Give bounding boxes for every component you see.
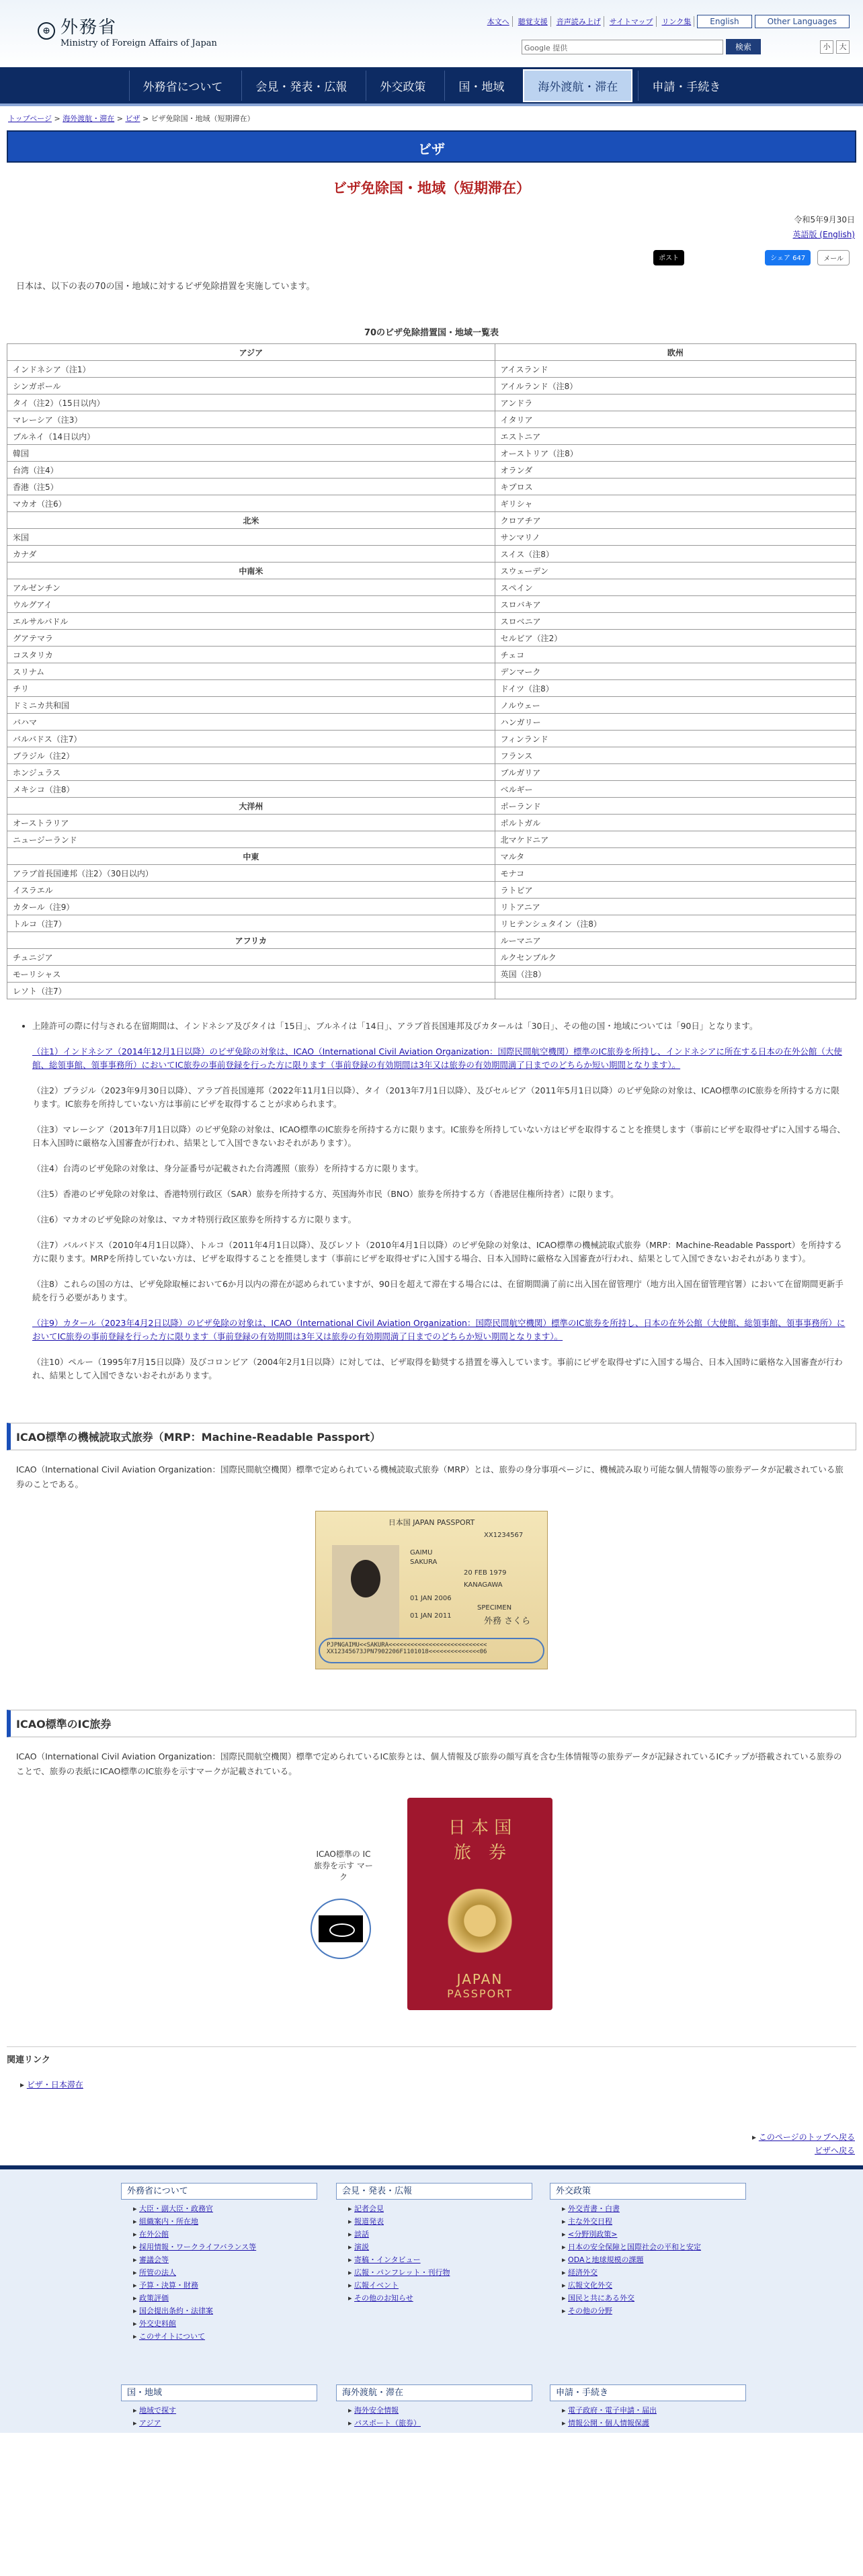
footer-link-text[interactable]: 演説 (354, 2243, 370, 2251)
region-header-cell: 中南米 (7, 563, 495, 579)
europe-cell: スロバキア (495, 596, 856, 613)
europe-cell: ハンガリー (495, 714, 856, 731)
footer-link[interactable]: ▸ 談話 (348, 2230, 370, 2239)
europe-cell: ベルギー (495, 781, 856, 798)
page-return-links: ▸ このページのトップへ戻る ビザへ戻る (751, 2132, 855, 2155)
related-link-visa[interactable]: ビザ・日本滞在 (26, 2080, 83, 2089)
ic-passport-cover (407, 1798, 552, 2010)
footer-link[interactable]: ▸ その他の分野 (562, 2307, 613, 2315)
breadcrumb-travel[interactable]: 海外渡航・滞在 (63, 114, 115, 123)
english-button[interactable]: English (697, 15, 751, 28)
pp-photo (332, 1545, 399, 1639)
footer-link-text[interactable]: 採用情報・ワークライフバランス等 (139, 2243, 257, 2251)
footer-link[interactable]: ▸ 主な外交日程 (562, 2217, 613, 2226)
pp-number: XX1234567 (484, 1532, 524, 1539)
table-row (7, 983, 856, 999)
english-version-link[interactable]: 英語版 (English) (792, 230, 855, 239)
pp-surname: GAIMU (410, 1549, 433, 1556)
note-7: （注7）バルバドス（2010年4月1日以降）、トルコ（2011年4月1日以降）、及びレソト（2010年4月1日以降）のビザ免除の対象は、ICAO標準の機械読取式旅券（MRP：Machine-Readable Passport）を所持する方に限ります。MRPを所持していない方は、ビザを取得することを推奨します（事前にビザを取得せずに入国する場合、日本入国時に厳格な入国審査が行われ、結果として入国できないおそれがあります）。 (32, 1240, 842, 1263)
europe-cell: キプロス (495, 479, 856, 495)
cover-subtitle: 旅 券 (453, 1843, 506, 1863)
footer-link[interactable]: ▸ 外交史料館 (133, 2319, 177, 2328)
asia-cell: オーストラリア (7, 815, 495, 831)
ic-heading: ICAO標準のIC旅券 (7, 1710, 856, 1737)
table-row (7, 781, 856, 798)
footer-column (550, 2384, 746, 2429)
asia-cell: カナダ (7, 546, 495, 563)
site-header (0, 0, 863, 67)
footer-link[interactable]: ▸ 報道発表 (348, 2217, 384, 2226)
table-row (7, 731, 856, 747)
asia-cell: スリナム (7, 663, 495, 680)
footer-link[interactable]: ▸ 所管の法人 (133, 2268, 177, 2277)
asia-cell: グアテマラ (7, 630, 495, 647)
pp-signature: 外務 さくら (484, 1616, 531, 1626)
nav-policy[interactable]: 外交政策 (366, 71, 439, 101)
footer-link[interactable]: ▸ 演説 (348, 2243, 370, 2251)
asia-cell: モーリシャス (7, 966, 495, 983)
asia-cell: アルゼンチン (7, 579, 495, 596)
europe-cell: サンマリノ (495, 529, 856, 546)
europe-cell: フランス (495, 747, 856, 764)
mrz-line-1: PJPNGAIMU<<SAKURA<<<<<<<<<<<<<<<<<<<<<<<<<<< (327, 1642, 487, 1649)
footer-link-text[interactable]: 広報イベント (354, 2281, 399, 2290)
footer-link[interactable]: ▸ このサイトについて (133, 2332, 206, 2341)
region-header-cell: アフリカ (7, 932, 495, 949)
breadcrumb: トップページ > 海外渡航・滞在 > ビザ > ビザ免除国・地域（短期滞在） (8, 114, 255, 123)
footer-link-text[interactable]: 報道発表 (354, 2217, 384, 2226)
asia-cell: コスタリカ (7, 647, 495, 663)
cover-passport: PASSPORT (447, 1987, 513, 2000)
europe-cell: ブルガリア (495, 764, 856, 781)
asia-cell: アラブ首長国連邦（注2）（30日以内） (7, 865, 495, 882)
europe-cell: リヒテンシュタイン（注8） (495, 915, 856, 932)
table-row (7, 579, 856, 596)
footer-link[interactable]: ▸ 採用情報・ワークライフバランス等 (133, 2243, 257, 2251)
footer-column (121, 2183, 317, 2343)
footer-link-text[interactable]: 経済外交 (568, 2268, 598, 2277)
table-row (7, 663, 856, 680)
intro-text: 日本は、以下の表の70の国・地域に対するビザ免除措置を実施しています。 (16, 282, 315, 292)
column-header-asia: アジア (7, 344, 495, 361)
table-row (7, 630, 856, 647)
footer-link-text[interactable]: 国民と共にある外交 (568, 2294, 635, 2302)
asia-cell: 米国 (7, 529, 495, 546)
footer-link[interactable]: ▸ パスポート（旅券） (348, 2419, 421, 2427)
pp-issue: 01 JAN 2006 (410, 1595, 452, 1602)
asia-cell: ニュージーランド (7, 831, 495, 848)
table-caption: 70のビザ免除措置国・地域一覧表 (364, 328, 499, 338)
table-row (7, 479, 856, 495)
footer-link-text[interactable]: 海外安全情報 (354, 2406, 399, 2415)
util-link-hearing[interactable]: 聴覚支援 (516, 16, 551, 27)
pp-place: KANAGAWA (464, 1581, 503, 1589)
europe-cell: フィンランド (495, 731, 856, 747)
asia-cell: タイ（注2）（15日以内） (7, 394, 495, 411)
footer-link[interactable]: ▸ 組織案内・所在地 (133, 2217, 199, 2226)
europe-cell: モナコ (495, 865, 856, 882)
util-link-sitemap[interactable]: サイトマップ (607, 16, 657, 27)
footer-link[interactable]: ▸ 広報文化外交 (562, 2281, 613, 2290)
footer-heading[interactable]: 申請・手続き (550, 2384, 746, 2401)
site-footer (0, 2165, 863, 2433)
pp-mrz (319, 1638, 544, 1663)
table-row (7, 361, 856, 378)
table-row (7, 865, 856, 882)
europe-cell: マルタ (495, 848, 856, 865)
breadcrumb-visa[interactable]: ビザ (125, 114, 140, 123)
region-header-cell: 北米 (7, 512, 495, 529)
footer-link[interactable]: ▸ 電子政府・電子申請・届出 (562, 2406, 657, 2415)
note-2: （注2）ブラジル（2023年9月30日以降）、アラブ首長国連邦（2022年11月1日以降）、タイ（2013年7月1日以降）、及びセルビア（2011年5月1日以降）のビザ免除の対象は、ICAO標準のIC旅券を所持する方に限ります。IC旅券を所持していない方は事前にビザを取得することが求められます。 (32, 1085, 839, 1109)
europe-cell: 北マケドニア (495, 831, 856, 848)
footer-heading[interactable]: 外務省について (121, 2183, 317, 2200)
util-link-main[interactable]: 本文へ (485, 16, 513, 27)
footer-column (336, 2183, 532, 2304)
table-row (7, 966, 856, 983)
mrp-passport-image (315, 1511, 548, 1669)
cover-japan: JAPAN (456, 1971, 503, 1987)
table-row (7, 831, 856, 848)
nav-press[interactable]: 会見・発表・広報 (241, 71, 360, 101)
back-to-top-link[interactable]: このページのトップへ戻る (758, 2132, 855, 2142)
notes-section (0, 999, 863, 1382)
footer-link-text[interactable]: 組織案内・所在地 (139, 2217, 199, 2226)
footer-heading[interactable]: 海外渡航・滞在 (336, 2384, 532, 2401)
table-row (7, 798, 856, 815)
chrysanthemum-emblem-icon (443, 1884, 517, 1958)
note-8: （注8）これらの国の方は、ビザ免除取極において6か月以内の滞在が認められていますが、90日を超えて滞在する場合には、在留期間満了前に出入国在留管理庁（地方出入国在留管理官署）において在留期間更新手続を行う必要があります。 (32, 1279, 844, 1302)
asia-cell: 韓国 (7, 445, 495, 462)
font-size-small-button[interactable]: 小 (820, 40, 833, 54)
nav-travel[interactable]: 海外渡航・滞在 (523, 69, 632, 102)
search-area (522, 39, 850, 54)
europe-cell: ポルトガル (495, 815, 856, 831)
table-row (7, 647, 856, 663)
asia-cell: エルサルバドル (7, 613, 495, 630)
table-row (7, 546, 856, 563)
mail-button[interactable]: メール (817, 250, 850, 265)
footer-link[interactable]: ▸ 国会提出条約・法律案 (133, 2307, 214, 2315)
table-row (7, 411, 856, 428)
table-row (7, 915, 856, 932)
footer-column (550, 2183, 746, 2317)
footer-link-text[interactable]: 在外公館 (139, 2230, 169, 2239)
stay-period-note: • 上陸許可の際に付与される在留期間は、インドネシア及びタイは「15日」、ブルネイは「14日」、アラブ首長国連邦及びカタールは「30日」、その他の国・地域については「90日」となります。 (32, 1020, 847, 1033)
europe-cell: ルクセンブルク (495, 949, 856, 966)
note-9[interactable]: （注9）カタール（2023年4月2日以降）のビザ免除の対象は、ICAO（International Civil Aviation Organization：国際民間航空機関）標準のIC旅券を所持し、日本の在外公館（大使館、総領事館、領事事務所）においてIC旅券の事前登録を行った方に限ります（事前登録の有効期間は3年又は旅券の有効期間満了日までのどちらか短い期間となります）。 (32, 1318, 846, 1341)
related-links: 関連リンク ▸ ビザ・日本滞在 (7, 2046, 856, 2090)
social-buttons (0, 250, 863, 265)
util-link-links[interactable]: リンク集 (659, 16, 695, 27)
asia-cell: ウルグアイ (7, 596, 495, 613)
footer-link-text[interactable]: その他のお知らせ (354, 2294, 413, 2302)
publish-date: 令和5年9月30日 (794, 215, 855, 224)
x-post-button[interactable]: ポスト (653, 250, 684, 265)
footer-heading[interactable]: 会見・発表・広報 (336, 2183, 532, 2200)
note-1[interactable]: （注1）インドネシア（2014年12月1日以降）のビザ免除の対象は、ICAO（International Civil Aviation Organization：国際民間航空機関）標準のIC旅券を所持し、インドネシアに所在する日本の在外公館（大使館、総領事館、領事事務所）においてIC旅券の事前登録を行った方に限ります（事前登録の有効期間は3年又は旅券の有効期間満了日までのどちらか短い期間となります）。 (32, 1046, 842, 1070)
asia-cell: マレーシア（注3） (7, 411, 495, 428)
footer-link[interactable]: ▸ 情報公開・個人情報保護 (562, 2419, 650, 2427)
footer-link[interactable]: ▸ 大臣・副大臣・政務官 (133, 2204, 214, 2213)
other-languages-button[interactable]: Other Languages (755, 15, 850, 28)
pp-dob: 20 FEB 1979 (464, 1569, 507, 1577)
europe-cell: ギリシャ (495, 495, 856, 512)
europe-cell: セルビア（注2） (495, 630, 856, 647)
footer-link[interactable]: ▸ 外交青書・白書 (562, 2204, 620, 2213)
footer-link-text[interactable]: 寄稿・インタビュー (354, 2255, 421, 2264)
table-row (7, 394, 856, 411)
mrz-line-2: XX12345673JPN7902206F1101018<<<<<<<<<<<<<<06 (327, 1649, 487, 1655)
europe-cell: チェコ (495, 647, 856, 663)
footer-link[interactable]: ▸ 政策評価 (133, 2294, 169, 2302)
asia-cell: バハマ (7, 714, 495, 731)
ic-mark-icon (311, 1899, 371, 1959)
footer-link-text[interactable]: <分野別政策> (568, 2230, 618, 2239)
nav-about[interactable]: 外務省について (129, 71, 237, 101)
table-row (7, 596, 856, 613)
asia-cell: ブラジル（注2） (7, 747, 495, 764)
footer-link[interactable]: ▸ <分野別政策> (562, 2230, 618, 2239)
asia-cell: トルコ（注7） (7, 915, 495, 932)
font-size-large-button[interactable]: 大 (836, 40, 850, 54)
footer-link[interactable]: ▸ アジア (133, 2419, 161, 2427)
footer-link-text[interactable]: パスポート（旅券） (354, 2419, 421, 2427)
table-row (7, 932, 856, 949)
global-nav (0, 67, 863, 106)
footer-column (336, 2384, 532, 2429)
note-4: （注4）台湾のビザ免除の対象は、身分証番号が記載された台湾護照（旅券）を所持する方に限ります。 (32, 1163, 423, 1173)
europe-cell: ドイツ（注8） (495, 680, 856, 697)
table-row (7, 764, 856, 781)
europe-cell: スイス（注8） (495, 546, 856, 563)
asia-cell: バルバドス（注7） (7, 731, 495, 747)
europe-cell: ポーランド (495, 798, 856, 815)
table-row (7, 899, 856, 915)
table-row (7, 848, 856, 865)
utility-links (485, 15, 850, 28)
pp-given: SAKURA (410, 1559, 438, 1566)
europe-cell: スペイン (495, 579, 856, 596)
table-row (7, 714, 856, 731)
europe-cell: アイスランド (495, 361, 856, 378)
footer-link-text[interactable]: 所管の法人 (139, 2268, 177, 2277)
footer-link[interactable]: ▸ その他のお知らせ (348, 2294, 413, 2302)
footer-link-text[interactable]: 談話 (354, 2230, 370, 2239)
search-button[interactable]: 検索 (726, 39, 761, 54)
asia-cell: 台湾（注4） (7, 462, 495, 479)
footer-link[interactable]: ▸ ODAと地球規模の課題 (562, 2255, 644, 2264)
europe-cell: スウェーデン (495, 563, 856, 579)
region-header-cell: 大洋州 (7, 798, 495, 815)
ic-text: ICAO（International Civil Aviation Organization：国際民間航空機関）標準で定められているIC旅券とは、個人情報及び旅券の顔写真を含む生体情報等の旅券データが記録されているICチップが搭載されている旅券のことで、旅券の表紙にICAO標準のIC旅券を示すマークが記載されている。 (16, 1751, 842, 1776)
note-6: （注6）マカオのビザ免除の対象は、マカオ特別行政区旅券を所持する方に限ります。 (32, 1214, 356, 1224)
breadcrumb-current: ビザ免除国・地域（短期滞在） (151, 114, 255, 123)
back-to-visa-link[interactable]: ビザへ戻る (814, 2146, 855, 2155)
asia-cell: メキシコ（注8） (7, 781, 495, 798)
section-band: ビザ (7, 130, 856, 163)
footer-link-text[interactable]: 外交青書・白書 (568, 2204, 620, 2213)
footer-link-text[interactable]: アジア (139, 2419, 161, 2427)
footer-link[interactable]: ▸ 広報イベント (348, 2281, 399, 2290)
nav-apply[interactable]: 申請・手続き (638, 71, 734, 101)
cover-title: 日 本 国 (448, 1818, 512, 1838)
europe-cell: オーストリア（注8） (495, 445, 856, 462)
table-row (7, 378, 856, 394)
footer-link-text[interactable]: 予算・決算・財務 (139, 2281, 199, 2290)
util-link-voice[interactable]: 音声読み上げ (554, 16, 604, 27)
europe-cell (495, 983, 856, 999)
footer-link-text[interactable]: 情報公開・個人情報保護 (568, 2419, 650, 2427)
table-row (7, 613, 856, 630)
table-row (7, 697, 856, 714)
visa-exempt-table (7, 343, 856, 999)
footer-link[interactable]: ▸ 在外公館 (133, 2230, 169, 2239)
table-row (7, 815, 856, 831)
ic-passport-image (311, 1798, 552, 2013)
europe-cell: リトアニア (495, 899, 856, 915)
footer-link[interactable]: ▸ 予算・決算・財務 (133, 2281, 199, 2290)
asia-cell: ホンジュラス (7, 764, 495, 781)
table-row (7, 462, 856, 479)
europe-cell: ラトビア (495, 882, 856, 899)
asia-cell: インドネシア（注1） (7, 361, 495, 378)
footer-heading[interactable]: 国・地域 (121, 2384, 317, 2401)
footer-link-text[interactable]: 外交史料館 (139, 2319, 177, 2328)
footer-link-text[interactable]: このサイトについて (139, 2332, 206, 2341)
footer-link-text[interactable]: 大臣・副大臣・政務官 (139, 2204, 214, 2213)
europe-cell: エストニア (495, 428, 856, 445)
search-input[interactable]: Google 提供 (522, 40, 723, 54)
footer-link-text[interactable]: 記者会見 (354, 2204, 384, 2213)
footer-link[interactable]: ▸ 審議会等 (133, 2255, 169, 2264)
table-row (7, 680, 856, 697)
logo-subtitle: Ministry of Foreign Affairs of Japan (60, 38, 217, 48)
pp-specimen: SPECIMEN (477, 1604, 512, 1612)
region-header-cell: 中東 (7, 848, 495, 865)
footer-link-text[interactable]: 電子政府・電子申請・届出 (568, 2406, 657, 2415)
europe-cell: スロベニア (495, 613, 856, 630)
footer-link-text[interactable]: 国会提出条約・法律案 (139, 2307, 214, 2315)
footer-link[interactable]: ▸ 海外安全情報 (348, 2406, 399, 2415)
logo-title: 外務省 (60, 17, 118, 38)
europe-cell: ルーマニア (495, 932, 856, 949)
footer-link-text[interactable]: 広報・パンフレット・刊行物 (354, 2268, 450, 2277)
pp-head: 日本国 JAPAN (388, 1518, 435, 1527)
asia-cell: イスラエル (7, 882, 495, 899)
asia-cell: ブルネイ（14日以内） (7, 428, 495, 445)
asia-cell: ドミニカ共和国 (7, 697, 495, 714)
ic-mark-label: ICAO標準の IC旅券を示す マーク (314, 1850, 373, 1882)
table-row (7, 529, 856, 546)
table-row (7, 563, 856, 579)
footer-link-text[interactable]: 地域で探す (139, 2406, 177, 2415)
asia-cell: シンガポール (7, 378, 495, 394)
mrp-heading: ICAO標準の機械読取式旅券（MRP：Machine-Readable Passport） (7, 1423, 856, 1450)
footer-link-text[interactable]: 審議会等 (139, 2255, 169, 2264)
note-10: （注10）ペルー（1995年7月15日以降）及びコロンビア（2004年2月1日以降）に対しては、ビザ取得を勧奨する措置を導入しています。事前にビザを取得せずに入国する場合、日本入国時に厳格な入国審査が行われ、結果として入国できないおそれがあります。 (32, 1357, 843, 1380)
table-row (7, 882, 856, 899)
site-logo[interactable] (38, 13, 217, 48)
europe-cell: イタリア (495, 411, 856, 428)
table-row (7, 512, 856, 529)
footer-link[interactable]: ▸ 広報・パンフレット・刊行物 (348, 2268, 450, 2277)
footer-link[interactable]: ▸ 寄稿・インタビュー (348, 2255, 421, 2264)
footer-link[interactable]: ▸ 日本の安全保障と国際社会の平和と安定 (562, 2243, 702, 2251)
europe-cell: デンマーク (495, 663, 856, 680)
footer-link-text[interactable]: 政策評価 (139, 2294, 169, 2302)
pp-expiry: 01 JAN 2011 (410, 1612, 452, 1620)
column-header-europe: 欧州 (495, 344, 856, 361)
footer-link[interactable]: ▸ 国民と共にある外交 (562, 2294, 635, 2302)
asia-cell: チュニジア (7, 949, 495, 966)
footer-link-text[interactable]: ODAと地球規模の課題 (568, 2255, 644, 2264)
related-title: 関連リンク (7, 2055, 50, 2065)
page-title: ビザ免除国・地域（短期滞在） (333, 180, 530, 196)
footer-link-text[interactable]: 日本の安全保障と国際社会の平和と安定 (568, 2243, 702, 2251)
europe-cell: クロアチア (495, 512, 856, 529)
europe-cell: アンドラ (495, 394, 856, 411)
europe-cell: 英国（注8） (495, 966, 856, 983)
note-3: （注3）マレーシア（2013年7月1日以降）のビザ免除の対象は、ICAO標準のIC旅券を所持する方に限ります。IC旅券を所持していない方はビザを取得することを推奨します（事前にビザを取得せずに入国する場合、日本入国時に厳格な入国審査が行われ、結果として入国できないおそれがあります）。 (32, 1124, 846, 1148)
footer-link-text[interactable]: 主な外交日程 (568, 2217, 613, 2226)
footer-link-text[interactable]: その他の分野 (568, 2307, 613, 2315)
asia-cell: 香港（注5） (7, 479, 495, 495)
table-row (7, 495, 856, 512)
table-row (7, 445, 856, 462)
footer-link-text[interactable]: 広報文化外交 (568, 2281, 613, 2290)
table-row (7, 747, 856, 764)
europe-cell: ノルウェー (495, 697, 856, 714)
pp-passport: PASSPORT (436, 1518, 475, 1527)
asia-cell: カタール（注9） (7, 899, 495, 915)
footer-column (121, 2384, 317, 2429)
footer-link[interactable]: ▸ 経済外交 (562, 2268, 598, 2277)
table-row (7, 428, 856, 445)
footer-link[interactable]: ▸ 記者会見 (348, 2204, 384, 2213)
footer-heading[interactable]: 外交政策 (550, 2183, 746, 2200)
note-5: （注5）香港のビザ免除の対象は、香港特別行政区（SAR）旅券を所持する方、英国海外市民（BNO）旅券を所持する方（香港居住権所持者）に限ります。 (32, 1189, 619, 1199)
europe-cell: アイルランド（注8） (495, 378, 856, 394)
asia-cell: チリ (7, 680, 495, 697)
table-row (7, 949, 856, 966)
facebook-share-button[interactable]: シェア 647 (765, 250, 811, 265)
footer-link[interactable]: ▸ 地域で探す (133, 2406, 177, 2415)
logo-emblem-icon: ⊕ (38, 22, 55, 40)
asia-cell: マカオ（注6） (7, 495, 495, 512)
mrp-text: ICAO（International Civil Aviation Organization：国際民間航空機関）標準で定められている機械読取式旅券（MRP）とは、旅券の身分事項ページに、機械読み取り可能な個人情報等の旅券データが記載されている旅券のことである。 (16, 1464, 844, 1489)
asia-cell: レソト（注7） (7, 983, 495, 999)
nav-region[interactable]: 国・地域 (444, 71, 518, 101)
europe-cell: オランダ (495, 462, 856, 479)
breadcrumb-top[interactable]: トップページ (8, 114, 52, 123)
